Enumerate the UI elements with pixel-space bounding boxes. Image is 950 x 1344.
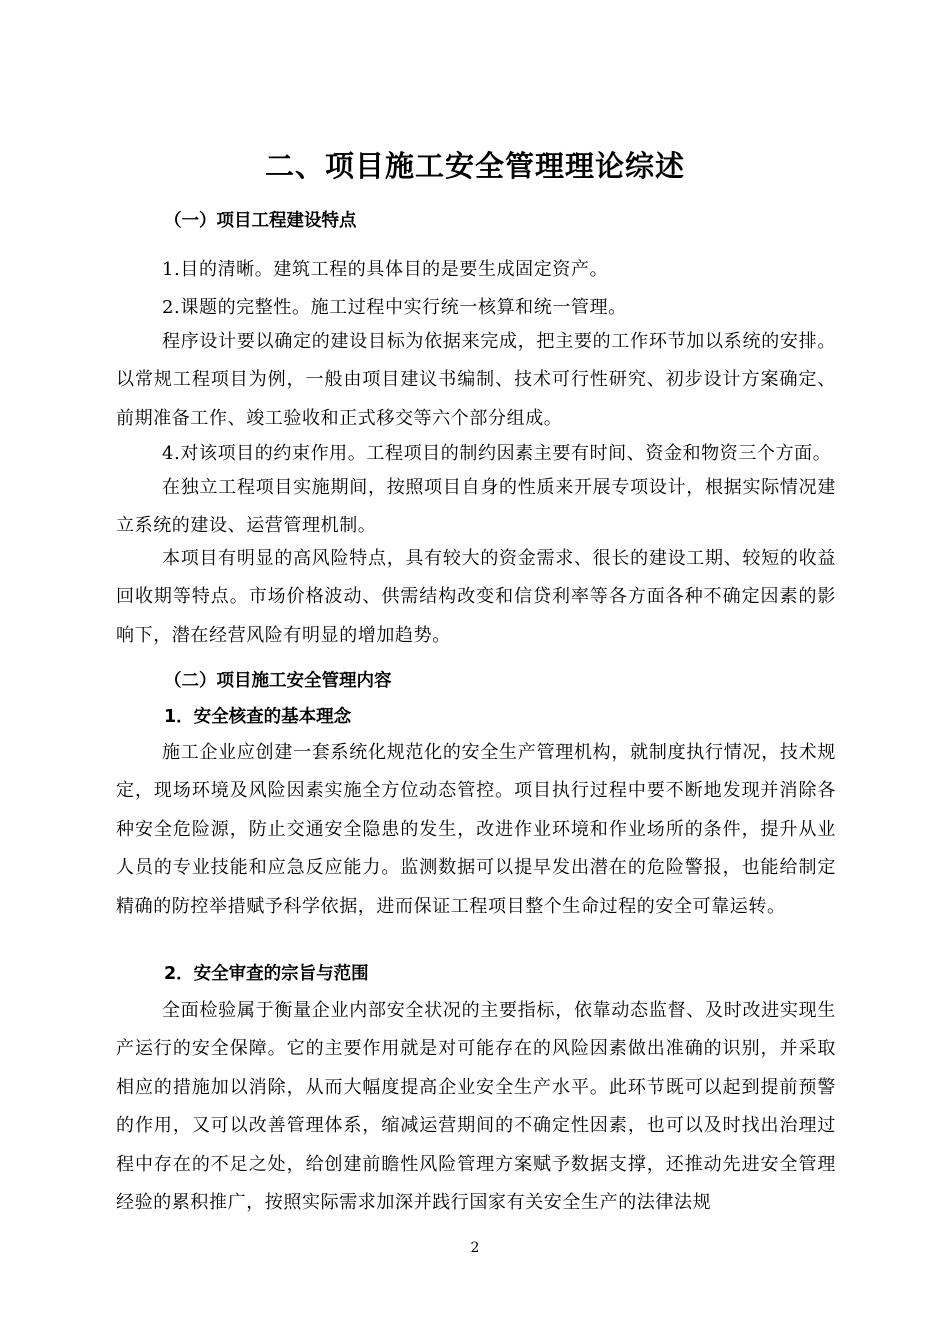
paragraph: 本项目有明显的高风险特点，具有较大的资金需求、很长的建设工期、较短的收益回收期等特点。市场价格波动、供需结构改变和信贷利率等各方面各种不确定因素的影响下，潜在经营风险有明显的增加趋势。 [116, 548, 836, 646]
paragraph: 全面检验属于衡量企业内部安全状况的主要指标，依靠动态监督、及时改进实现生产运行的安全保障。它的主要作用就是对可能存在的风险因素做出准确的识别，并采取相应的措施加以消除，从而大幅度提高企业安全生产水平。此环节既可以起到提前预警的作用，又可以改善管理体系，缩减运营期间的不确定性因素，也可以及时找出治理过程中存在的不足之处，给创建前瞻性风险管理方案赋予数据支撑，还推动先进安全管理经验的累积推广，按照实际需求加深并践行国家有关安全生产的法律法规 [116, 1000, 836, 1214]
paragraph: 1.目的清晰。建筑工程的具体目的是要生成固定资产。 [162, 259, 609, 280]
section-heading-2: （二）项目施工安全管理内容 [164, 671, 392, 691]
paragraph: 程序设计要以确定的建设目标为依据来完成，把主要的工作环节加以系统的安排。以常规工程项目为例，一般由项目建议书编制、技术可行性研究、初步设计方案确定、前期准备工作、竣工验收和正式移交等六个部分组成。 [116, 331, 836, 429]
paragraph: 施工企业应创建一套系统化规范化的安全生产管理机构，就制度执行情况，技术规定，现场环境及风险因素实施全方位动态管控。项目执行过程中要不断地发现并消除各种安全危险源，防止交通安全隐患的发生，改进作业环境和作业场所的条件，提升从业人员的专业技能和应急反应能力。监测数据可以提早发出潜在的危险警报，也能给制定精确的防控举措赋予科学依据，进而保证工程项目整个生命过程的安全可靠运转。 [116, 742, 836, 917]
section-heading-1: （一）项目工程建设特点 [164, 211, 357, 231]
subsection-heading-2: 2．安全审查的宗旨与范围 [164, 964, 369, 984]
paragraph: 2.课题的完整性。施工过程中实行统一核算和统一管理。 [162, 297, 627, 318]
page-title: 二、项目施工安全管理理论综述 [264, 149, 685, 183]
paragraph: 在独立工程项目实施期间，按照项目自身的性质来开展专项设计，根据实际情况建立系统的建设、运营管理机制。 [116, 477, 836, 537]
subsection-heading-1: 1．安全核查的基本理念 [164, 707, 352, 727]
page-number: 2 [470, 1240, 480, 1256]
paragraph: 4.对该项目的约束作用。工程项目的制约因素主要有时间、资金和物资三个方面。 [162, 443, 832, 464]
